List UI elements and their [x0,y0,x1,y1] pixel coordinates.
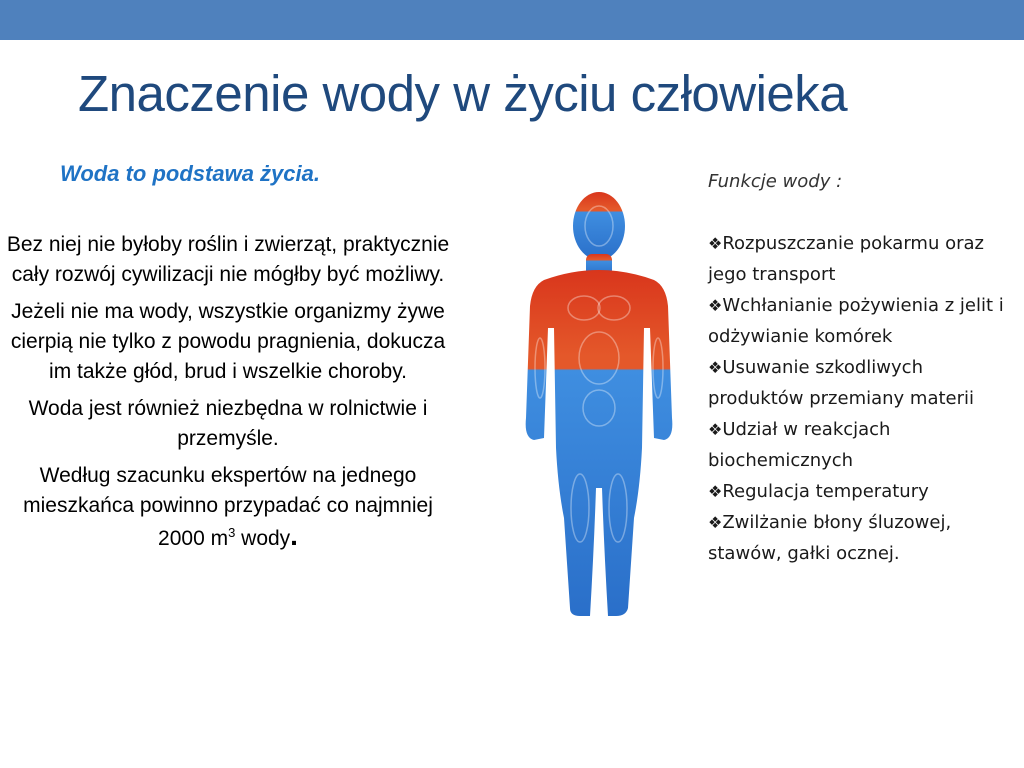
diamond-bullet-icon: ❖ [708,420,723,439]
slide-title: Znaczenie wody w życiu człowieka [78,65,848,122]
diamond-bullet-icon: ❖ [708,513,723,532]
function-item [708,290,1018,352]
paragraph-1: Bez niej nie byłoby roślin i zwierząt, praktycznie cały rozwój cywilizacji nie mógłby być możliwy. [6,233,450,286]
paragraph-4-period: . [290,520,298,551]
functions-heading: Funkcje wody : [708,171,843,192]
body-silhouette [526,192,673,616]
function-item-text: Udział w reakcjach biochemicznych [708,419,891,471]
functions-list [708,228,1018,569]
left-text-block [4,230,452,561]
function-item-text: Zwilżanie błony śluzowej, stawów, gałki ocznej. [708,512,952,564]
human-body-illustration [504,188,694,618]
paragraph-4-unit: wody [235,527,291,550]
function-item [708,476,1018,507]
human-body-figure [504,188,694,618]
diamond-bullet-icon: ❖ [708,234,723,253]
functions-panel [708,166,1018,569]
diamond-bullet-icon: ❖ [708,296,723,315]
function-item [708,228,1018,290]
function-item [708,507,1018,569]
function-item [708,352,1018,414]
diamond-bullet-icon: ❖ [708,482,723,501]
function-item [708,414,1018,476]
function-item-text: Rozpuszczanie pokarmu oraz jego transport [708,233,984,285]
function-item-text: Wchłanianie pożywienia z jelit i odżywianie komórek [708,295,1004,347]
paragraph-4-text: Według szacunku ekspertów na jednego mieszkańca powinno przypadać co najmniej 2000 m [23,464,433,550]
slide-subtitle: Woda to podstawa życia. [60,161,320,186]
function-item-text: Usuwanie szkodliwych produktów przemiany materii [708,357,975,409]
diamond-bullet-icon: ❖ [708,358,723,377]
top-accent-bar [0,0,1024,40]
paragraph-4 [4,461,452,554]
paragraph-2: Jeżeli nie ma wody, wszystkie organizmy żywe cierpią nie tylko z powodu pragnienia, dokucza im także głód, brud i wszelkie choroby. [10,300,446,383]
paragraph-3: Woda jest również niezbędna w rolnictwie i przemyśle. [28,397,428,450]
superscript-3: 3 [228,525,236,540]
function-item-text: Regulacja temperatury [722,481,929,502]
